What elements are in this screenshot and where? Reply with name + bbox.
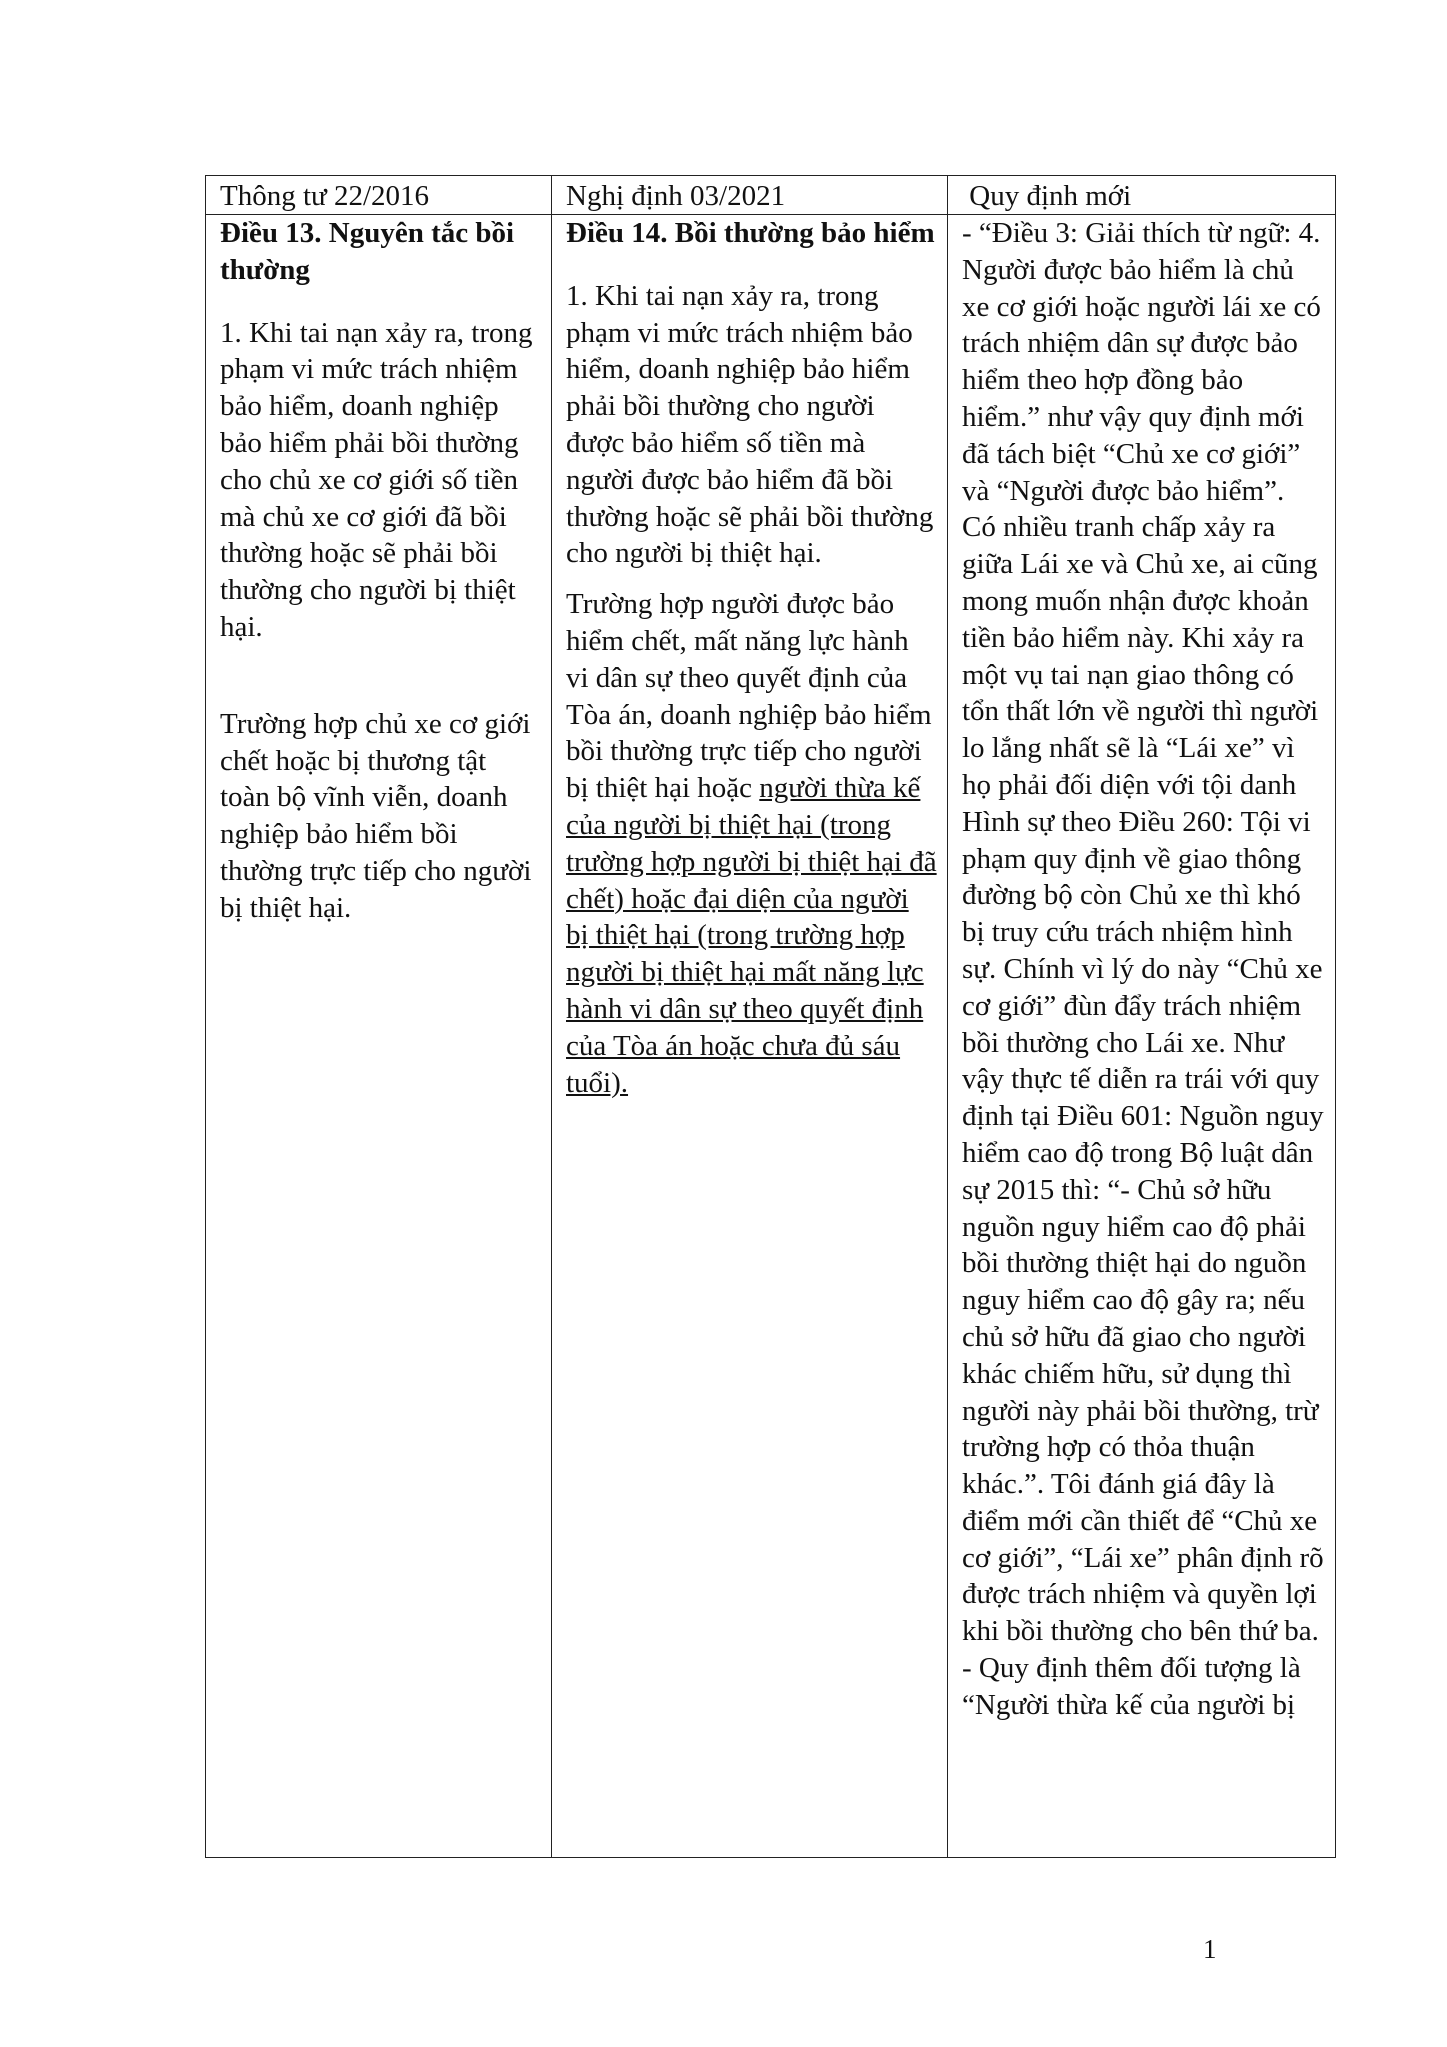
decree-paragraph-2-plain: Trường hợp người được bảo hiểm chết, mất năng lực hành vi dân sự theo quyết định của Tòa án, doanh nghiệp bảo hiểm bồi thường trực tiếp cho người bị thiệt hại hoặc	[566, 588, 932, 805]
cell-circular-22-2016	[206, 215, 552, 1858]
new-regulation-paragraph-2: - Quy định thêm đối tượng là “Người thừa kế của người bị	[962, 1652, 1301, 1721]
decree-paragraph-2-underlined: người thừa kế của người bị thiệt hại (trong trường hợp người bị thiệt hại đã chết) hoặc đại diện của người bị thiệt hại (trong trường hợp người bị thiệt hại mất năng lực hành vi dân sự theo quyết định của Tòa án hoặc chưa đủ sáu tuổi).	[566, 772, 937, 1099]
new-regulation-paragraph-1: - “Điều 3: Giải thích từ ngữ: 4. Người được bảo hiểm là chủ xe cơ giới hoặc người lái xe có trách nhiệm dân sự được bảo hiểm theo hợp đồng bảo hiểm.” như vậy quy định mới đã tách biệt “Chủ xe cơ giới” và “Người được bảo hiểm”. Có nhiều tranh chấp xảy ra giữa Lái xe và Chủ xe, ai cũng mong muốn nhận được khoản tiền bảo hiểm này. Khi xảy ra một vụ tai nạn giao thông có tổn thất lớn về người thì người lo lắng nhất sẽ là “Lái xe” vì họ phải đối diện với tội danh Hình sự theo Điều 260: Tội vi phạm quy định về giao thông đường bộ còn Chủ xe thì khó bị truy cứu trách nhiệm hình sự. Chính vì lý do này “Chủ xe cơ giới” đùn đẩy trách nhiệm bồi thường cho Lái xe. Như vậy thực tế diễn ra trái với quy định tại Điều 601: Nguồn nguy hiểm cao độ trong Bộ luật dân sự 2015 thì: “- Chủ sở hữu nguồn nguy hiểm cao độ phải bồi thường thiệt hại do nguồn nguy hiểm cao độ gây ra; nếu chủ sở hữu đã giao cho người khác chiếm hữu, sử dụng thì người này phải bồi thường, trừ trường hợp có thỏa thuận khác.”. Tôi đánh giá đây là điểm mới cần thiết để “Chủ xe cơ giới”, “Lái xe” phân định rõ được trách nhiệm và quyền lợi khi bồi thường cho bên thứ ba.	[962, 217, 1324, 1648]
header-circular-22-2016: Thông tư 22/2016	[206, 176, 552, 215]
article-title-14: Điều 14. Bồi thường bảo hiểm	[566, 217, 935, 249]
cell-new-regulation	[948, 215, 1336, 1858]
circular-paragraph-2: Trường hợp chủ xe cơ giới chết hoặc bị thương tật toàn bộ vĩnh viễn, doanh nghiệp bảo hiểm bồi thường trực tiếp cho người bị thiệt hại.	[220, 707, 532, 924]
decree-paragraph-1: 1. Khi tai nạn xảy ra, trong phạm vi mức trách nhiệm bảo hiểm, doanh nghiệp bảo hiểm phải bồi thường cho người được bảo hiểm số tiền mà người được bảo hiểm đã bồi thường hoặc sẽ phải bồi thường cho người bị thiệt hại.	[566, 279, 934, 570]
decree-paragraph-2	[566, 586, 937, 1101]
header-new-regulation: Quy định mới	[948, 176, 1336, 215]
header-decree-03-2021: Nghị định 03/2021	[552, 176, 948, 215]
cell-decree-03-2021	[552, 215, 948, 1858]
table-body-row	[206, 215, 1336, 1858]
table-header-row	[206, 176, 1336, 215]
circular-paragraph-1: 1. Khi tai nạn xảy ra, trong phạm vi mức trách nhiệm bảo hiểm, doanh nghiệp bảo hiểm phải bồi thường cho chủ xe cơ giới số tiền mà chủ xe cơ giới đã bồi thường hoặc sẽ phải bồi thường cho người bị thiệt hại.	[220, 316, 533, 643]
comparison-table	[205, 175, 1336, 1858]
page-number: 1	[1203, 1934, 1217, 1964]
article-title-13: Điều 13. Nguyên tắc bồi thường	[220, 217, 515, 286]
